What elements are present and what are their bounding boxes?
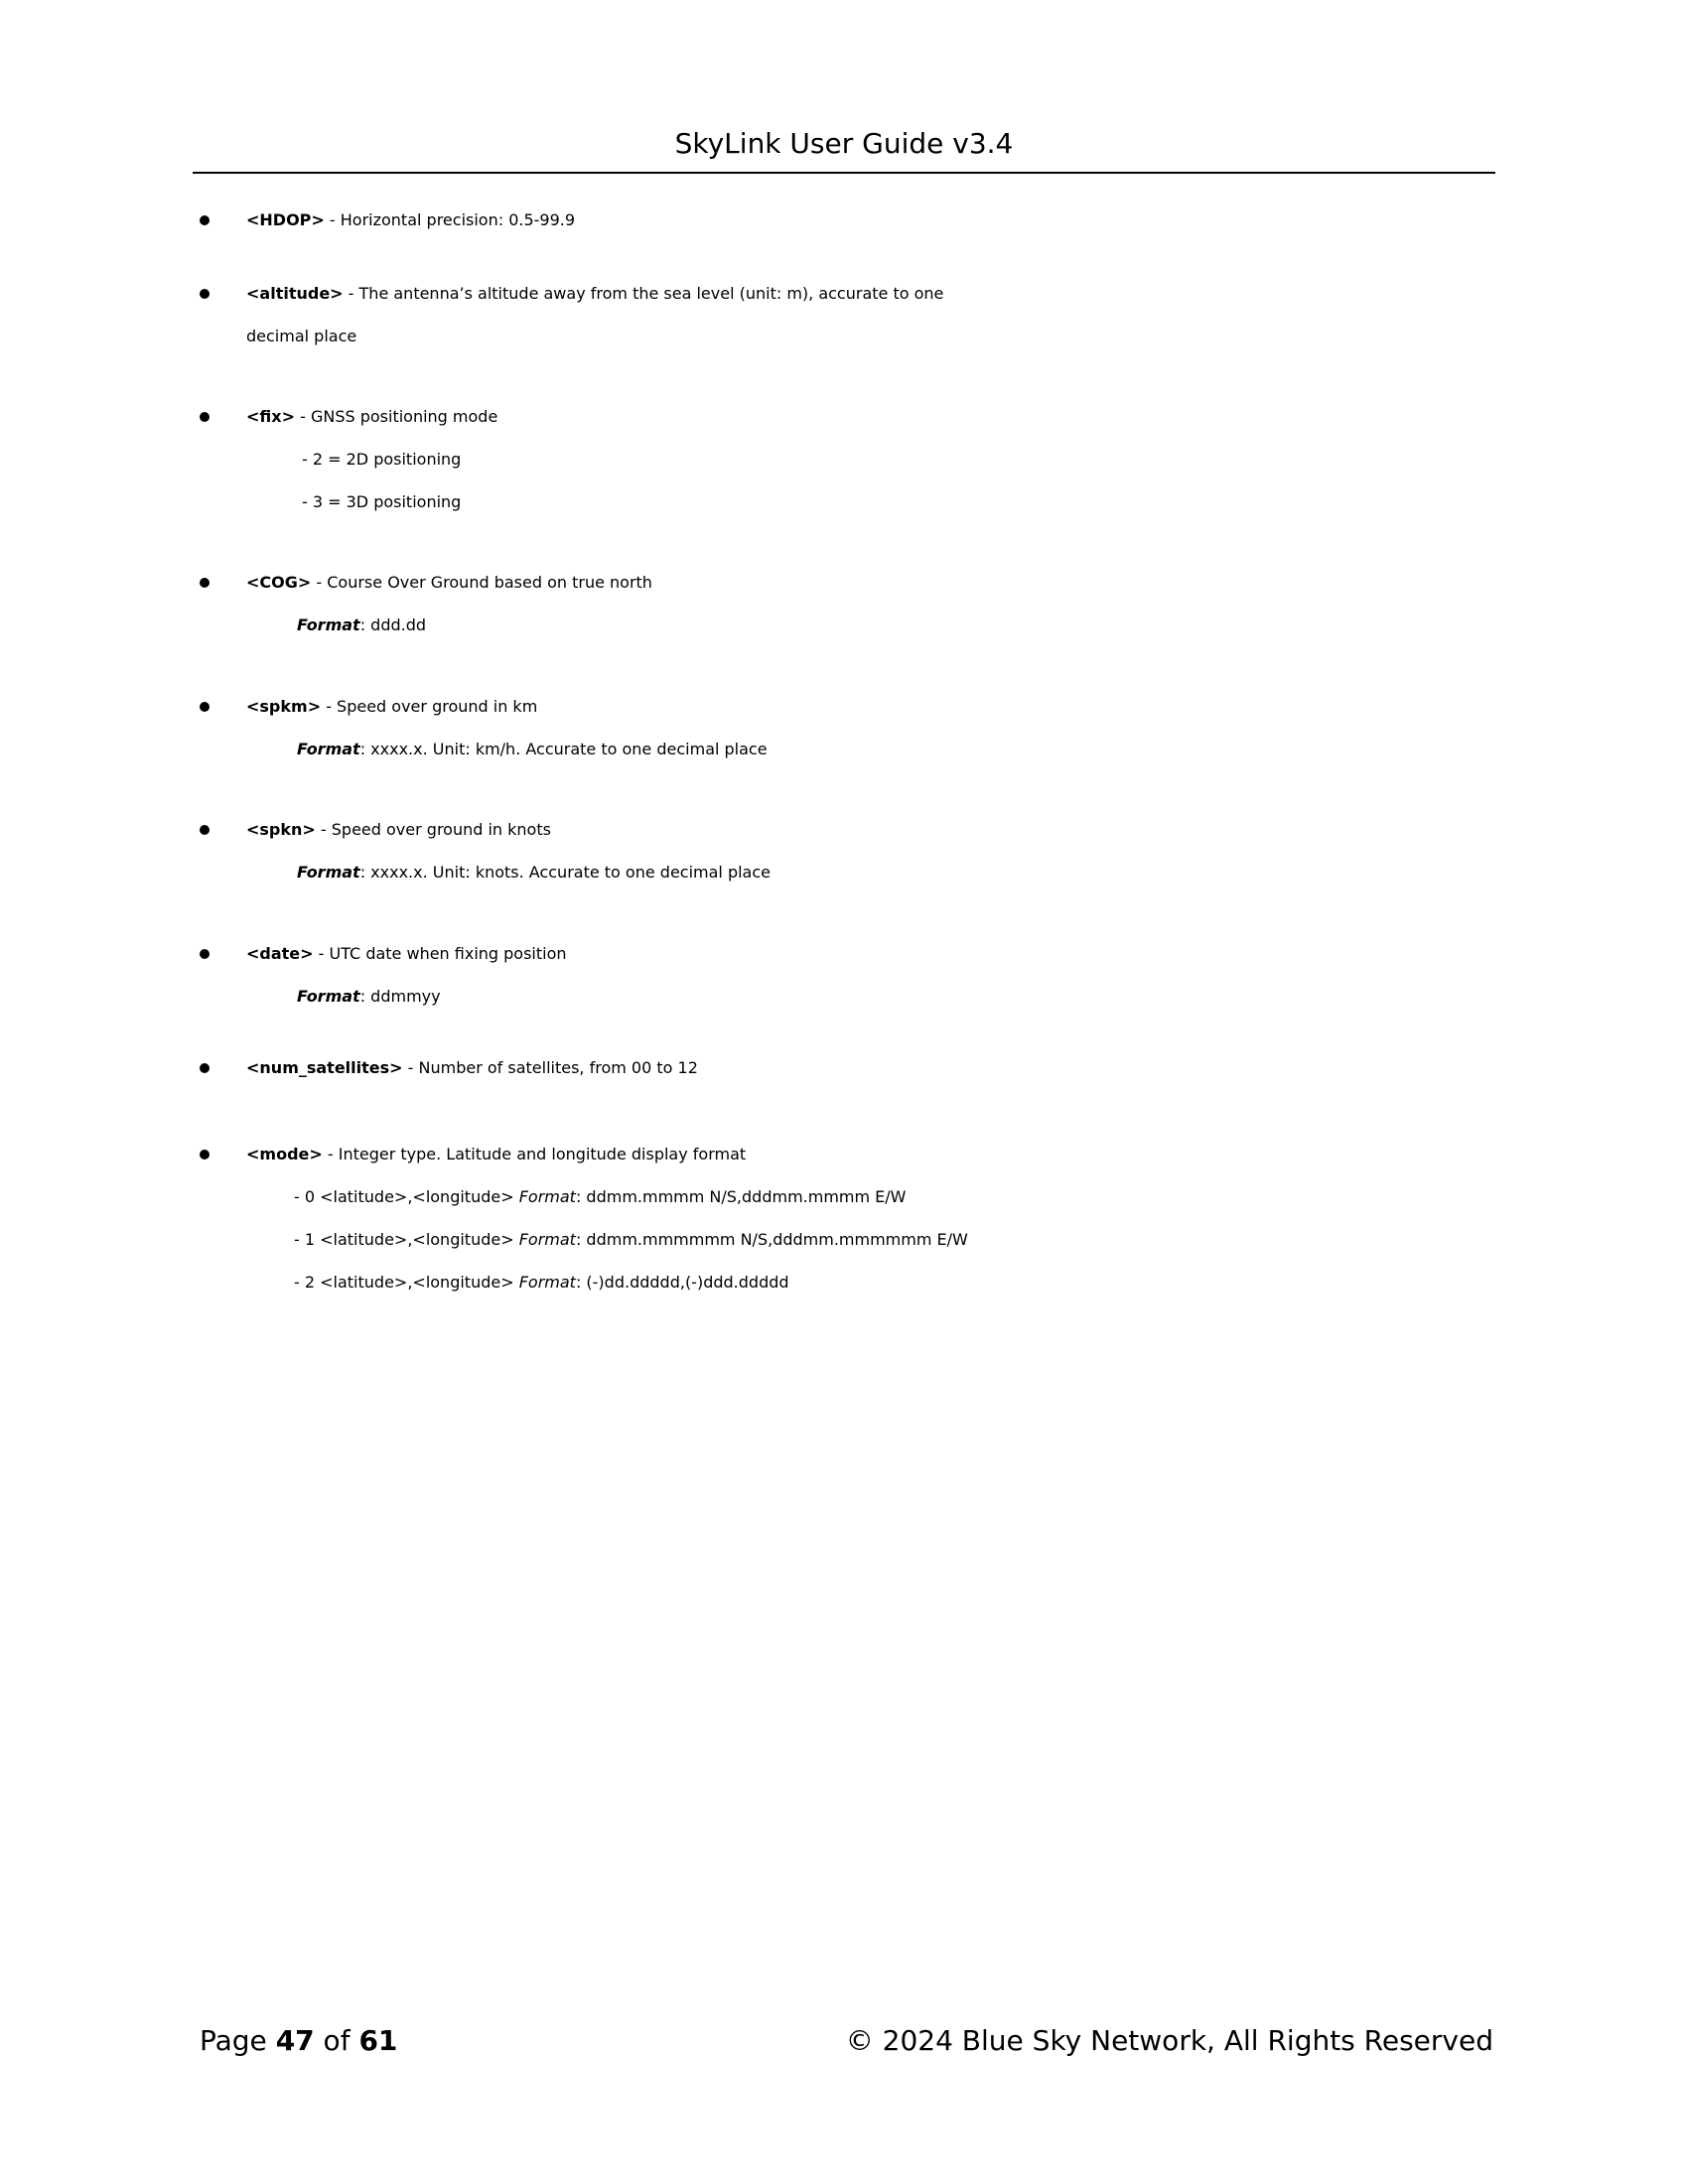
format-label: Format xyxy=(518,1230,576,1249)
format-value: : ddd.dd xyxy=(359,615,427,634)
format-label: Format xyxy=(297,740,360,758)
format-line xyxy=(297,608,426,643)
field-term: <HDOP> xyxy=(246,210,325,229)
fix-option: - 3 = 3D positioning xyxy=(302,492,462,511)
list-item-altitude xyxy=(246,276,943,312)
bullet-icon xyxy=(200,1150,210,1160)
field-desc: - Horizontal precision: 0.5-99.9 xyxy=(324,210,576,229)
format-label: Format xyxy=(297,987,360,1006)
list-item-spkm xyxy=(246,689,537,725)
mode-prefix: - 2 <latitude>,<longitude> xyxy=(294,1273,519,1292)
bullet-icon xyxy=(200,825,210,835)
field-term: <num_satellites> xyxy=(246,1058,403,1077)
page-total: 61 xyxy=(358,2024,398,2057)
list-item-hdop xyxy=(246,203,575,238)
format-label: Format xyxy=(518,1187,576,1206)
field-desc: - The antenna’s altitude away from the sea level (unit: m), accurate to one xyxy=(343,284,944,303)
list-item-spkn xyxy=(246,812,551,848)
list-item-fix xyxy=(246,399,497,435)
field-desc: - Speed over ground in km xyxy=(321,697,538,716)
bullet-icon xyxy=(200,215,210,225)
field-term: <mode> xyxy=(246,1145,323,1163)
field-desc: - Number of satellites, from 00 to 12 xyxy=(402,1058,698,1077)
page-prefix: Page xyxy=(200,2024,276,2057)
field-term: <date> xyxy=(246,944,314,963)
mode-prefix: - 0 <latitude>,<longitude> xyxy=(294,1187,519,1206)
mode-option xyxy=(294,1222,968,1258)
field-term: <COG> xyxy=(246,573,312,592)
mode-prefix: - 1 <latitude>,<longitude> xyxy=(294,1230,519,1249)
list-item-num-satellites xyxy=(246,1050,698,1086)
list-item-cog xyxy=(246,565,652,601)
format-line xyxy=(297,855,771,890)
page-current: 47 xyxy=(275,2024,315,2057)
bullet-icon xyxy=(200,1063,210,1073)
field-term: <altitude> xyxy=(246,284,344,303)
field-desc-continuation: decimal place xyxy=(246,327,357,345)
mode-option xyxy=(294,1179,907,1215)
mode-option xyxy=(294,1265,789,1300)
format-label: Format xyxy=(297,863,360,882)
bullet-icon xyxy=(200,578,210,588)
field-desc: - Speed over ground in knots xyxy=(315,820,551,839)
page-separator: of xyxy=(314,2024,359,2057)
field-desc: - UTC date when fixing position xyxy=(313,944,567,963)
bullet-icon xyxy=(200,949,210,959)
format-value: : ddmm.mmmmmm N/S,dddmm.mmmmmm E/W xyxy=(575,1230,968,1249)
format-value: : ddmm.mmmm N/S,dddmm.mmmm E/W xyxy=(575,1187,907,1206)
format-line xyxy=(297,979,441,1015)
bullet-icon xyxy=(200,289,210,299)
copyright-notice: © 2024 Blue Sky Network, All Rights Reserved xyxy=(845,2024,1493,2057)
page-number xyxy=(200,2023,397,2059)
bullet-icon xyxy=(200,412,210,422)
field-term: <spkm> xyxy=(246,697,322,716)
format-value: : xxxx.x. Unit: knots. Accurate to one decimal place xyxy=(359,863,771,882)
list-item-date xyxy=(246,936,567,972)
field-desc: - Course Over Ground based on true north xyxy=(311,573,652,592)
bullet-icon xyxy=(200,702,210,712)
field-desc: - Integer type. Latitude and longitude display format xyxy=(322,1145,747,1163)
format-label: Format xyxy=(518,1273,576,1292)
format-value: : (-)dd.ddddd,(-)ddd.ddddd xyxy=(575,1273,789,1292)
fix-option: - 2 = 2D positioning xyxy=(302,450,462,469)
page-header-title: SkyLink User Guide v3.4 xyxy=(674,127,1014,160)
field-desc: - GNSS positioning mode xyxy=(295,407,498,426)
format-line xyxy=(297,732,768,767)
header-rule xyxy=(193,172,1495,174)
format-value: : ddmmyy xyxy=(359,987,441,1006)
field-term: <spkn> xyxy=(246,820,316,839)
field-term: <fix> xyxy=(246,407,295,426)
format-label: Format xyxy=(297,615,360,634)
list-item-mode xyxy=(246,1137,746,1172)
format-value: : xxxx.x. Unit: km/h. Accurate to one decimal place xyxy=(359,740,768,758)
